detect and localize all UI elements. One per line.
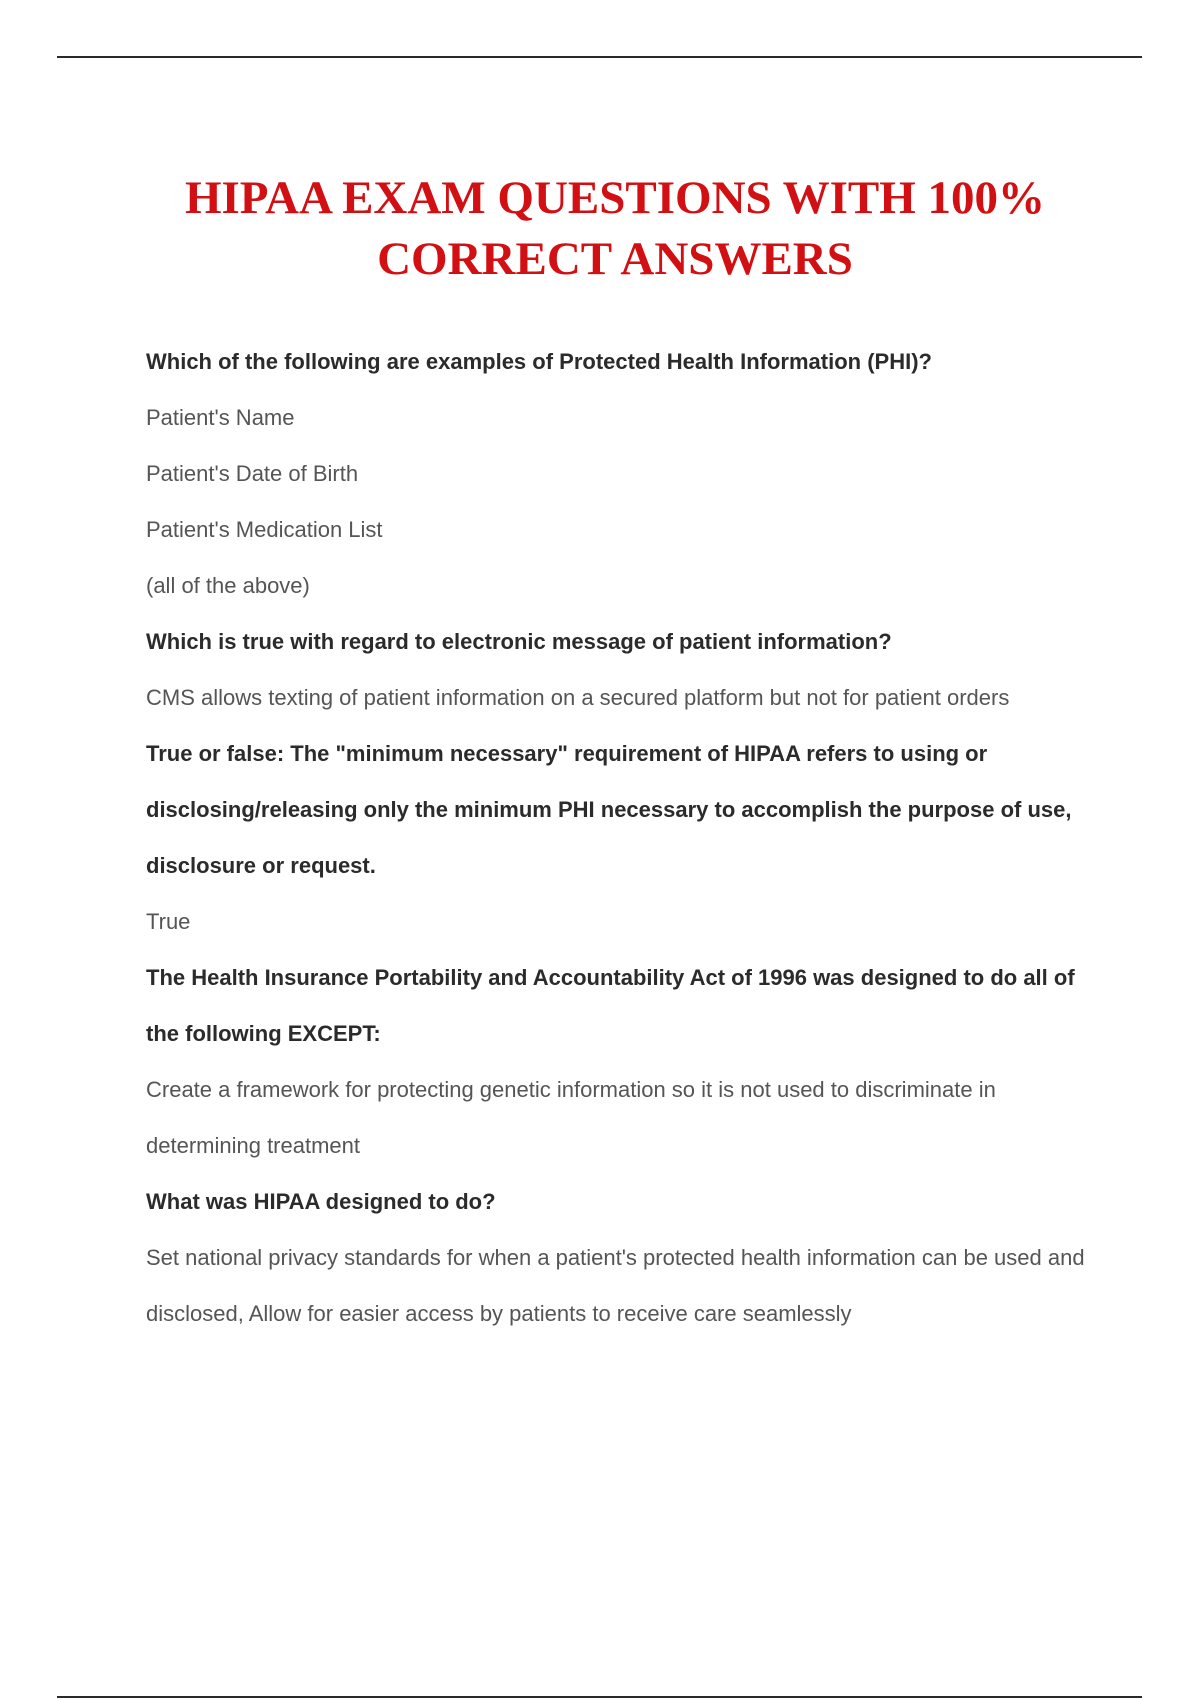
top-divider: [57, 56, 1142, 58]
answer: Set national privacy standards for when a patient's protected health information can be used and disclosed, Allow for easier access by patients to receive care seamlessly: [146, 1245, 1085, 1326]
answer: CMS allows texting of patient information on a secured platform but not for patient orders: [146, 685, 1010, 710]
answer: Patient's Medication List: [146, 517, 383, 542]
answer: Patient's Date of Birth: [146, 461, 359, 486]
question: The Health Insurance Portability and Accountability Act of 1996 was designed to do all of the following EXCEPT:: [146, 965, 1075, 1046]
question: True or false: The "minimum necessary" requirement of HIPAA refers to using or disclosing/releasing only the minimum PHI necessary to accomplish the purpose of use, disclosure or request.: [146, 741, 1072, 878]
qa-item: [146, 334, 1096, 614]
answer: (all of the above): [146, 573, 310, 598]
question: Which of the following are examples of Protected Health Information (PHI)?: [146, 349, 932, 374]
title-line-1: HIPAA EXAM QUESTIONS WITH 100%: [184, 172, 1046, 224]
page-title: [100, 168, 1130, 290]
qa-item: [146, 1174, 1096, 1342]
bottom-divider: [57, 1696, 1142, 1698]
answer: True: [146, 909, 191, 934]
title-line-2: CORRECT ANSWERS: [377, 233, 853, 285]
question: What was HIPAA designed to do?: [146, 1189, 496, 1214]
question: Which is true with regard to electronic message of patient information?: [146, 629, 892, 654]
qa-item: [146, 726, 1096, 950]
answer: Patient's Name: [146, 405, 295, 430]
qa-list: [146, 334, 1096, 1342]
qa-item: [146, 950, 1096, 1174]
answer: Create a framework for protecting genetic information so it is not used to discriminate in determining treatment: [146, 1077, 996, 1158]
qa-item: [146, 614, 1096, 726]
